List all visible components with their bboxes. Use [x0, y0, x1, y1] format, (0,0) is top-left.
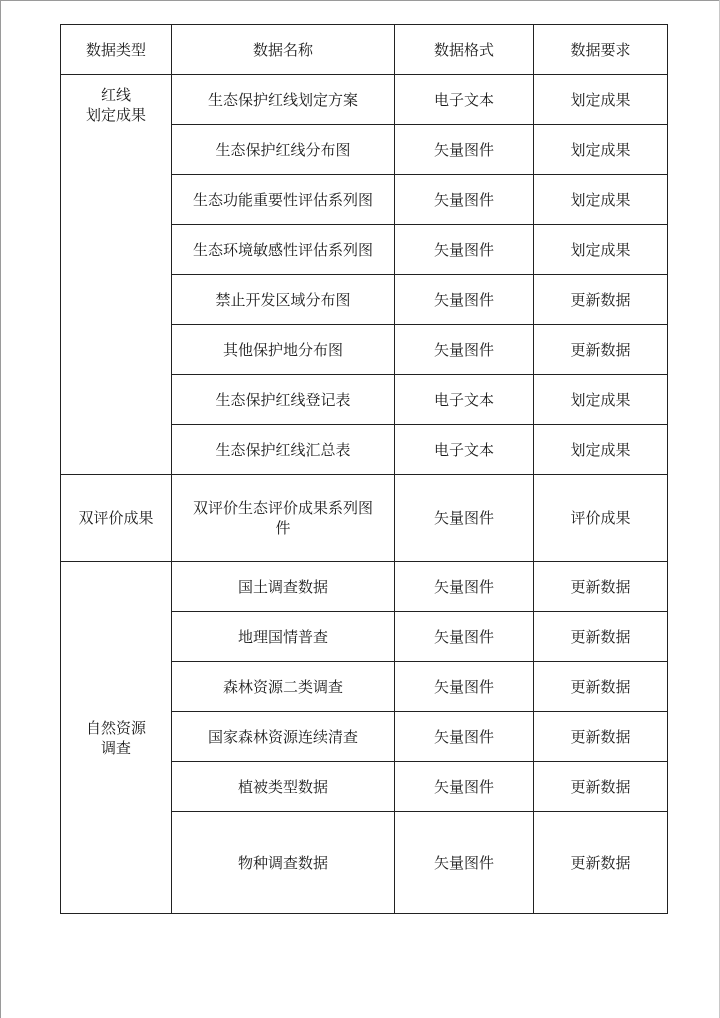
- data-table: [60, 24, 668, 914]
- category-line: 自然资源: [85, 718, 146, 737]
- page-edge-left: [0, 0, 1, 1018]
- requirement-cell: 更新数据: [534, 562, 668, 612]
- header-cell: 数据名称: [172, 25, 395, 75]
- format-cell: 矢量图件: [395, 175, 534, 225]
- requirement-cell: 更新数据: [534, 662, 668, 712]
- requirement-cell: 划定成果: [534, 175, 668, 225]
- page-edge-top: [0, 0, 720, 1]
- header-row: [61, 25, 668, 75]
- name-cell: 生态保护红线划定方案: [172, 75, 395, 125]
- name-cell: 森林资源二类调查: [172, 662, 395, 712]
- category-line: 调查: [100, 738, 131, 757]
- name-cell: 禁止开发区域分布图: [172, 275, 395, 325]
- name-cell: 生态功能重要性评估系列图: [172, 175, 395, 225]
- requirement-cell: 评价成果: [534, 475, 668, 562]
- category-cell: [61, 75, 172, 475]
- category-cell: [61, 562, 172, 914]
- format-cell: 矢量图件: [395, 475, 534, 562]
- requirement-cell: 划定成果: [534, 125, 668, 175]
- name-cell: 其他保护地分布图: [172, 325, 395, 375]
- name-cell: [172, 475, 395, 562]
- format-cell: 矢量图件: [395, 225, 534, 275]
- format-cell: 矢量图件: [395, 712, 534, 762]
- requirement-cell: 更新数据: [534, 612, 668, 662]
- requirement-cell: 更新数据: [534, 325, 668, 375]
- format-cell: 电子文本: [395, 375, 534, 425]
- requirement-cell: 划定成果: [534, 375, 668, 425]
- format-cell: 电子文本: [395, 75, 534, 125]
- requirement-cell: 划定成果: [534, 75, 668, 125]
- name-cell: 植被类型数据: [172, 762, 395, 812]
- header-cell: 数据类型: [61, 25, 172, 75]
- requirement-cell: 更新数据: [534, 275, 668, 325]
- name-line: 件: [275, 519, 291, 537]
- format-cell: 矢量图件: [395, 125, 534, 175]
- category-line: 划定成果: [85, 106, 146, 124]
- name-cell: 生态保护红线分布图: [172, 125, 395, 175]
- name-cell: 地理国情普查: [172, 612, 395, 662]
- name-cell: 国土调查数据: [172, 562, 395, 612]
- table-row: [61, 562, 668, 612]
- name-cell: 生态保护红线汇总表: [172, 425, 395, 475]
- format-cell: 电子文本: [395, 425, 534, 475]
- requirement-cell: 更新数据: [534, 762, 668, 812]
- name-cell: 国家森林资源连续清查: [172, 712, 395, 762]
- format-cell: 矢量图件: [395, 275, 534, 325]
- category-line: 红线: [100, 86, 131, 104]
- format-cell: 矢量图件: [395, 762, 534, 812]
- table-row: [61, 475, 668, 562]
- requirement-cell: 更新数据: [534, 712, 668, 762]
- format-cell: 矢量图件: [395, 662, 534, 712]
- name-cell: 物种调查数据: [172, 812, 395, 914]
- format-cell: 矢量图件: [395, 612, 534, 662]
- format-cell: 矢量图件: [395, 562, 534, 612]
- requirement-cell: 更新数据: [534, 812, 668, 914]
- header-cell: 数据格式: [395, 25, 534, 75]
- requirement-cell: 划定成果: [534, 225, 668, 275]
- table-row: [61, 75, 668, 125]
- name-line: 双评价生态评价成果系列图: [192, 499, 373, 517]
- format-cell: 矢量图件: [395, 812, 534, 914]
- format-cell: 矢量图件: [395, 325, 534, 375]
- category-cell: 双评价成果: [61, 475, 172, 562]
- requirement-cell: 划定成果: [534, 425, 668, 475]
- header-cell: 数据要求: [534, 25, 668, 75]
- name-cell: 生态保护红线登记表: [172, 375, 395, 425]
- name-cell: 生态环境敏感性评估系列图: [172, 225, 395, 275]
